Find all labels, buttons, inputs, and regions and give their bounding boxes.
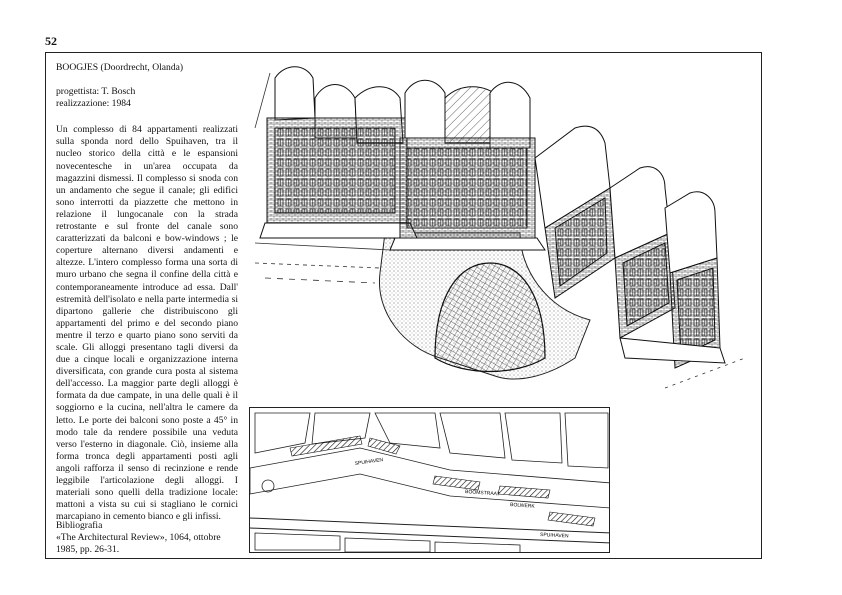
building-block-middle: [390, 80, 545, 250]
street-label-1: SPUIHAVEN: [354, 457, 384, 467]
project-title: BOOGJES (Doordrecht, Olanda): [56, 62, 184, 73]
project-designer: progettista: T. Bosch: [56, 86, 136, 98]
axonometric-drawing: [245, 58, 755, 403]
street-label-2: BOOMSTRAAT: [464, 489, 500, 498]
site-plan: [249, 407, 610, 553]
project-completion: realizzazione: 1984: [56, 98, 131, 110]
bibliography: [56, 520, 238, 556]
project-credits: [56, 86, 238, 110]
street-label-3: BOLWERK: [509, 502, 535, 510]
page-number: 52: [45, 34, 57, 48]
site-plan-drawing: [250, 408, 610, 553]
bibliography-heading: Bibliografia: [56, 520, 103, 531]
street-label-4: SPUIHAVEN: [539, 532, 569, 540]
text-column: [56, 62, 238, 523]
building-block-left: [260, 67, 417, 238]
project-description: Un complesso di 84 appartamenti realizzati sulla sponda nord dello Spuihaven, tra il nucleo storico della città e le espansioni novecentesche in un'area occupata da magazzini dismessi. Il complesso si snoda con un andamento che segue il canale; gli edifici sono interrotti da piazzette che mettono in relazione il lungocanale con la strada retrostante e sul fronte del canale sono caratterizzati da balconi e bow-windows ; le coperture alternano diversi andamenti e altezze. L'intero complesso forma una sorta di muro urbano che segna il confine della città e contemporaneamente introduce ad essa. Dall' estremità dell'isolato e nella parte intermedia si dipartono gallerie che distribuiscono gli appartamenti del primo e del secondo piano mentre il terzo e quarto piano sono serviti da scale. Gli alloggi presentano tagli diversi da due a cinque locali e organizzazione interna diversificata, con grande cura posta al sistema dell'accesso. La maggior parte degli alloggi è formata da due campate, in una delle quali è il soggiorno e la cucina, nell'altra le camere da letto. Le porte dei balconi sono poste a 45° in modo tale da rendere possibile una veduta verso l'esterno in diagonale. Ciò, insieme alla forma tronca degli appartamenti posti agli angoli rafforza il senso di recinzione e rende leggibile l'articolazione degli alloggi. I materiali sono quelli della tradizione locale: mattoni a vista su cui si stagliano le cornici marcapiano in cemento bianco e gli infissi.: [56, 124, 238, 523]
bibliography-reference: «The Architectural Review», 1064, ottobre 1985, pp. 26-31.: [56, 532, 221, 555]
canal: [250, 448, 610, 508]
